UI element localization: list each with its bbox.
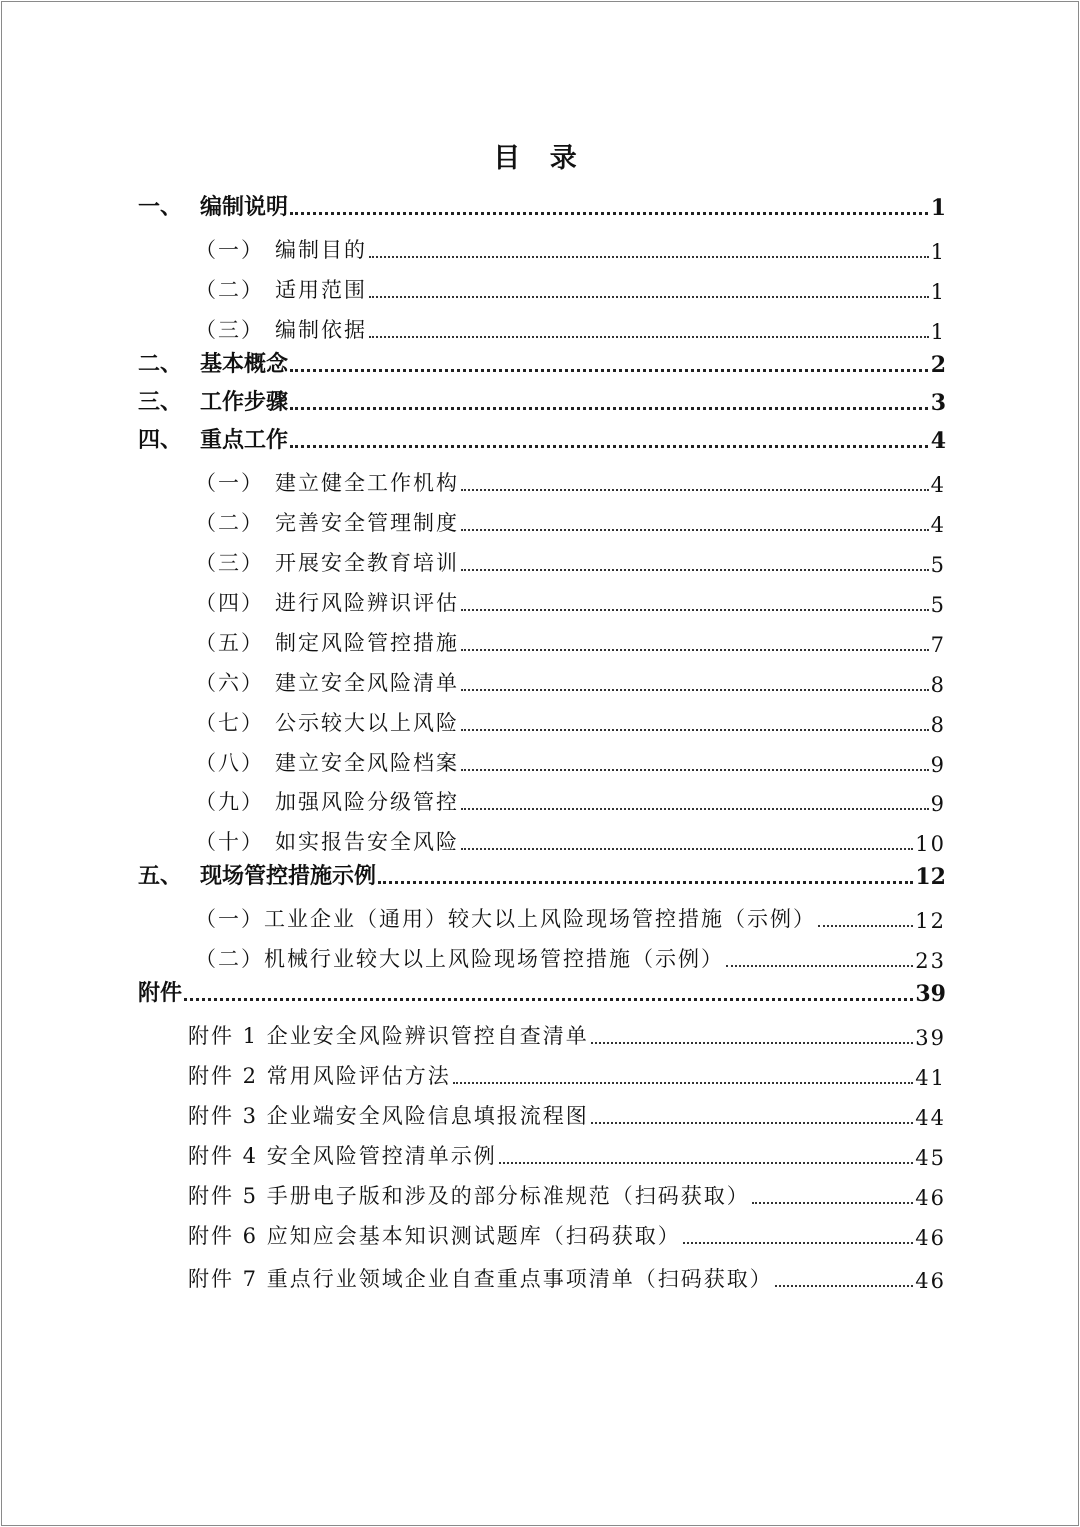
toc-label: 工作步骤 <box>200 389 289 415</box>
toc-label: 编制目的 <box>275 238 367 262</box>
toc-entry-3[interactable] <box>138 382 946 416</box>
toc-page-number: 4 <box>930 428 946 454</box>
toc-page-number: 23 <box>915 949 946 973</box>
toc-label: 编制依据 <box>275 318 367 342</box>
toc-label: 适用范围 <box>275 278 367 302</box>
toc-leader <box>591 1116 914 1124</box>
toc-page-number: 4 <box>930 513 946 537</box>
toc-leader <box>818 919 913 927</box>
toc-page-number: 46 <box>915 1226 946 1250</box>
toc-leader <box>290 363 928 372</box>
toc-number: （十） <box>195 830 264 854</box>
toc-entry-attachment-6[interactable] <box>188 1216 946 1250</box>
toc-page-number: 1 <box>930 280 946 304</box>
toc-entry-1[interactable] <box>138 187 946 221</box>
toc-page-number: 7 <box>930 633 946 657</box>
toc-page-number: 8 <box>930 713 946 737</box>
toc-leader <box>461 643 929 651</box>
toc-page-number: 39 <box>915 1026 946 1050</box>
toc-number: （三） <box>195 551 264 575</box>
toc-page-number: 10 <box>915 832 946 856</box>
toc-page-number: 1 <box>930 320 946 344</box>
toc-number: （五） <box>195 631 264 655</box>
toc-leader <box>369 330 929 338</box>
toc-leader <box>461 523 929 531</box>
toc-entry-attachment-3[interactable] <box>188 1096 946 1130</box>
toc-page-number: 5 <box>930 593 946 617</box>
toc-leader <box>461 802 929 810</box>
toc-leader <box>461 483 929 491</box>
toc-entry-5-2[interactable] <box>195 939 946 973</box>
toc-entry-attachment-4[interactable] <box>188 1136 946 1170</box>
toc-label: 进行风险辨识评估 <box>275 591 459 615</box>
toc-page-number: 41 <box>915 1066 946 1090</box>
toc-leader <box>683 1236 914 1244</box>
toc-entry-4-4[interactable] <box>195 583 946 617</box>
toc-entry-4-8[interactable] <box>195 743 946 777</box>
toc-page-number: 46 <box>915 1186 946 1210</box>
toc-page-number: 4 <box>930 473 946 497</box>
toc-number: （二） <box>195 278 264 302</box>
toc-leader <box>775 1279 914 1287</box>
toc-number: （一） <box>195 471 264 495</box>
toc-label: 加强风险分级管控 <box>275 790 459 814</box>
toc-entry-1-1[interactable] <box>195 230 946 264</box>
toc-leader <box>752 1196 914 1204</box>
toc-number: （七） <box>195 711 264 735</box>
toc-label: 制定风险管控措施 <box>275 631 459 655</box>
toc-entry-attachment-7[interactable] <box>188 1259 946 1293</box>
toc-entry-2[interactable] <box>138 344 946 378</box>
toc-leader <box>290 439 928 448</box>
toc-page-number: 46 <box>915 1269 946 1293</box>
toc-entry-attachments[interactable] <box>138 973 946 1007</box>
toc-label: 附件 <box>138 980 183 1006</box>
toc-number: 三、 <box>138 389 183 415</box>
toc-label: （二）机械行业较大以上风险现场管控措施（示例） <box>195 947 724 971</box>
toc-label: 开展安全教育培训 <box>275 551 459 575</box>
toc-entry-4-9[interactable] <box>195 782 946 816</box>
toc-entry-4-5[interactable] <box>195 623 946 657</box>
toc-leader <box>290 206 928 215</box>
toc-leader <box>726 959 913 967</box>
toc-page-number: 9 <box>930 792 946 816</box>
toc-leader <box>461 603 929 611</box>
toc-label: 附件 2 常用风险评估方法 <box>188 1064 451 1088</box>
toc-entry-4-2[interactable] <box>195 503 946 537</box>
toc-page-number: 1 <box>930 195 946 221</box>
toc-number: 四、 <box>138 427 183 453</box>
toc-leader <box>461 763 929 771</box>
toc-entry-4-10[interactable] <box>195 822 946 856</box>
toc-number: 五、 <box>138 863 183 889</box>
toc-page-number: 12 <box>915 864 946 890</box>
toc-page-number: 45 <box>915 1146 946 1170</box>
toc-leader <box>461 683 929 691</box>
toc-label: （一）工业企业（通用）较大以上风险现场管控措施（示例） <box>195 907 816 931</box>
toc-leader <box>290 401 928 410</box>
toc-leader <box>378 875 913 884</box>
toc-label: 附件 1 企业安全风险辨识管控自查清单 <box>188 1024 589 1048</box>
toc-label: 基本概念 <box>200 351 289 377</box>
toc-page-number: 8 <box>930 673 946 697</box>
toc-page-number: 39 <box>915 981 946 1007</box>
toc-entry-1-2[interactable] <box>195 270 946 304</box>
page-title: 目 录 <box>493 143 587 174</box>
toc-number: （二） <box>195 511 264 535</box>
toc-number: 一、 <box>138 194 183 220</box>
toc-label: 附件 6 应知应会基本知识测试题库（扫码获取） <box>188 1224 681 1248</box>
toc-leader <box>591 1036 914 1044</box>
toc-number: 二、 <box>138 351 183 377</box>
toc-page-number: 3 <box>930 390 946 416</box>
toc-entry-1-3[interactable] <box>195 310 946 344</box>
toc-leader <box>499 1156 914 1164</box>
toc-entry-attachment-2[interactable] <box>188 1056 946 1090</box>
toc-label: 附件 3 企业端安全风险信息填报流程图 <box>188 1104 589 1128</box>
toc-label: 附件 4 安全风险管控清单示例 <box>188 1144 497 1168</box>
toc-label: 重点工作 <box>200 427 289 453</box>
toc-page-number: 1 <box>930 240 946 264</box>
toc-entry-5-1[interactable] <box>195 899 946 933</box>
toc-leader <box>453 1076 914 1084</box>
toc-entry-4-7[interactable] <box>195 703 946 737</box>
toc-label: 建立安全风险档案 <box>275 751 459 775</box>
toc-entry-attachment-5[interactable] <box>188 1176 946 1210</box>
toc-label: 公示较大以上风险 <box>275 711 459 735</box>
toc-entry-4-6[interactable] <box>195 663 946 697</box>
toc-entry-attachment-1[interactable] <box>188 1016 946 1050</box>
toc-number: （四） <box>195 591 264 615</box>
toc-page-number: 44 <box>915 1106 946 1130</box>
toc-leader <box>461 842 913 850</box>
toc-page-number: 5 <box>930 553 946 577</box>
toc-entry-4-1[interactable] <box>195 463 946 497</box>
toc-entry-4[interactable] <box>138 420 946 454</box>
toc-entry-5[interactable] <box>138 856 946 890</box>
toc-number: （八） <box>195 751 264 775</box>
toc-label: 现场管控措施示例 <box>200 863 377 889</box>
toc-label: 如实报告安全风险 <box>275 830 459 854</box>
toc-page-number: 12 <box>915 909 946 933</box>
toc-label: 附件 7 重点行业领域企业自查重点事项清单（扫码获取） <box>188 1267 773 1291</box>
toc-label: 完善安全管理制度 <box>275 511 459 535</box>
toc-label: 附件 5 手册电子版和涉及的部分标准规范（扫码获取） <box>188 1184 750 1208</box>
toc-number: （一） <box>195 238 264 262</box>
toc-label: 建立健全工作机构 <box>275 471 459 495</box>
toc-leader <box>369 250 929 258</box>
toc-label: 编制说明 <box>200 194 289 220</box>
toc-leader <box>461 563 929 571</box>
toc-page-number: 9 <box>930 753 946 777</box>
toc-number: （三） <box>195 318 264 342</box>
toc-leader <box>369 290 929 298</box>
toc-entry-4-3[interactable] <box>195 543 946 577</box>
toc-leader <box>461 723 929 731</box>
toc-leader <box>184 992 913 1001</box>
toc-number: （九） <box>195 790 264 814</box>
toc-label: 建立安全风险清单 <box>275 671 459 695</box>
toc-page-number: 2 <box>930 352 946 378</box>
toc-number: （六） <box>195 671 264 695</box>
